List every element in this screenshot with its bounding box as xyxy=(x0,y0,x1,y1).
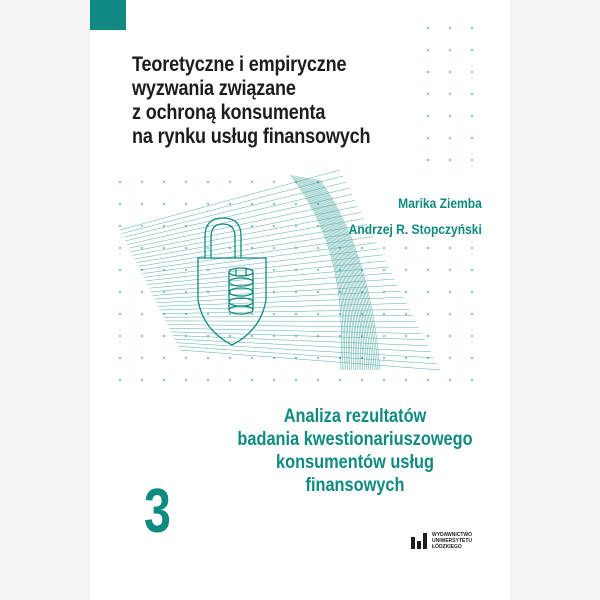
publisher-block xyxy=(410,532,472,550)
subtitle-line-3: konsumentów usług xyxy=(276,452,434,473)
author-2: Andrzej R. Stopczyński xyxy=(348,221,482,237)
padlock-with-coins-icon xyxy=(198,218,266,345)
title-line-2: wyzwania związane xyxy=(132,77,296,100)
title-line-3: z ochroną konsumenta xyxy=(132,101,326,124)
publisher-line-3: ŁÓDZKIEGO xyxy=(432,544,462,550)
title-line-1: Teoretyczne i empiryczne xyxy=(132,53,347,76)
publisher-name xyxy=(432,532,472,550)
subtitle-line-1: Analiza rezultatów xyxy=(283,406,427,427)
book-cover xyxy=(90,0,510,600)
publisher-line-2: UNIWERSYTETU xyxy=(432,538,472,544)
volume-number: 3 xyxy=(144,477,171,546)
subtitle-line-2: badania kwestionariuszowego xyxy=(237,429,473,450)
author-list xyxy=(349,190,482,242)
publisher-line-1: WYDAWNICTWO xyxy=(432,532,472,538)
title-line-4: na rynku usług finansowych xyxy=(132,125,371,148)
publisher-logo-icon xyxy=(410,532,428,550)
book-subtitle xyxy=(226,405,484,497)
subtitle-line-4: finansowych xyxy=(305,475,405,496)
book-title xyxy=(132,53,416,149)
author-1: Marika Ziemba xyxy=(398,195,482,211)
